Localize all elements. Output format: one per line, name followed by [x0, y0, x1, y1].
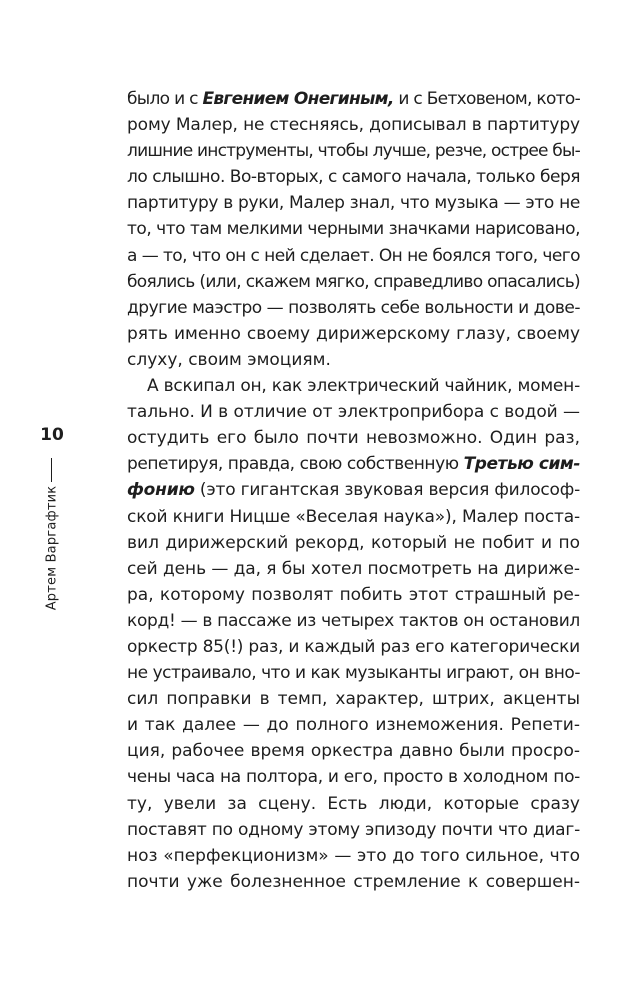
text-line [127, 164, 580, 190]
text-run: ра, которому позволят побить этот страшный ре- [127, 584, 580, 605]
text-run: партитуру в руки, Малер знал, что музыка — это не [127, 193, 580, 214]
text-line [127, 347, 580, 373]
text-run: рять именно своему дирижерскому глазу, своему [127, 323, 580, 344]
text-run: ноз «перфекционизм» — это до того сильное, что [127, 845, 580, 866]
text-run: другие маэстро — позволять себе вольности и дове- [127, 297, 580, 318]
text-line [127, 530, 580, 556]
text-line [127, 451, 580, 477]
text-line [127, 582, 580, 608]
text-run: сил поправки в темп, характер, штрих, акценты [127, 689, 580, 710]
text-line [127, 373, 580, 399]
text-line [127, 843, 580, 869]
text-run: ту, увели за сцену. Есть люди, которые сразу [127, 793, 580, 814]
running-head-author: Артем Варгафтик [44, 485, 60, 611]
text-line [127, 738, 580, 764]
text-line [127, 477, 580, 503]
italic-title: фонию [127, 480, 195, 501]
text-line [127, 504, 580, 530]
text-run: остудить его было почти невозможно. Один раз, [127, 428, 580, 449]
text-line [127, 712, 580, 738]
text-line [127, 764, 580, 790]
text-run: рому Малер, не стесняясь, дописывал в партитуру [127, 115, 580, 136]
text-run: поставят по одному этому эпизоду почти что диаг- [127, 819, 580, 840]
text-run: и с Бетховеном, кото- [393, 89, 580, 109]
text-run: ло слышно. Во-вторых, с самого начала, только беря [127, 167, 580, 188]
text-run: было и с [127, 89, 203, 109]
text-line [127, 869, 580, 895]
text-line [127, 791, 580, 817]
text-line [127, 295, 580, 321]
margin-rule [51, 458, 52, 482]
text-run: вил дирижерский рекорд, который не побит и по [127, 532, 580, 553]
text-run: ция, рабочее время оркестра давно были просро- [127, 741, 580, 762]
text-run: чены часа на полтора, и его, просто в холодном по- [127, 767, 580, 788]
text-line [127, 660, 580, 686]
text-line [127, 817, 580, 843]
text-line [127, 686, 580, 712]
text-run: слуху, своим эмоциям. [127, 349, 331, 370]
text-run: тально. И в отличие от электроприбора с водой — [127, 402, 580, 423]
text-run: а — то, что он с ней сделает. Он не боялся того, чего [127, 245, 580, 266]
page-number: 10 [40, 425, 64, 445]
text-line [127, 112, 580, 138]
text-run: и так далее — до полного изнеможения. Репети- [127, 715, 580, 736]
text-run: лишние инструменты, чтобы лучше, резче, острее бы- [127, 141, 580, 162]
text-line [127, 634, 580, 660]
text-line [127, 321, 580, 347]
text-run: (это гигантская звуковая версия философ- [194, 480, 580, 501]
text-run: репетируя, правда, свою собственную [127, 454, 464, 475]
page-margin-block [28, 425, 76, 615]
text-run: то, что там мелкими черными значками нарисовано, [127, 219, 580, 240]
text-line [127, 556, 580, 582]
text-run: ской книги Ницше «Веселая наука»), Малер поста- [127, 506, 580, 527]
text-line [127, 138, 580, 164]
text-run: не устраивало, что и как музыканты играют, он вно- [127, 663, 580, 684]
text-run: боялись (или, скажем мягко, справедливо опасались) [127, 271, 580, 292]
italic-title: Третью сим- [463, 454, 580, 475]
text-line [127, 190, 580, 216]
text-line [127, 243, 580, 269]
text-line [127, 399, 580, 425]
body-text [127, 86, 580, 895]
text-line [127, 608, 580, 634]
text-line [127, 216, 580, 242]
text-run: сей день — да, я бы хотел посмотреть на дирижe- [127, 558, 580, 579]
text-run: А вскипал он, как электрический чайник, момен- [147, 376, 580, 397]
text-run: оркестр 85(!) раз, и каждый раз его категорически [127, 636, 580, 657]
text-run: почти уже болезненное стремление к совершен- [127, 871, 580, 892]
text-line [127, 425, 580, 451]
text-run: корд! — в пассаже из четырех тактов он остановил [127, 610, 580, 631]
text-line [127, 269, 580, 295]
text-line [127, 86, 580, 112]
italic-title: Евгением Онегиным, [202, 89, 394, 109]
